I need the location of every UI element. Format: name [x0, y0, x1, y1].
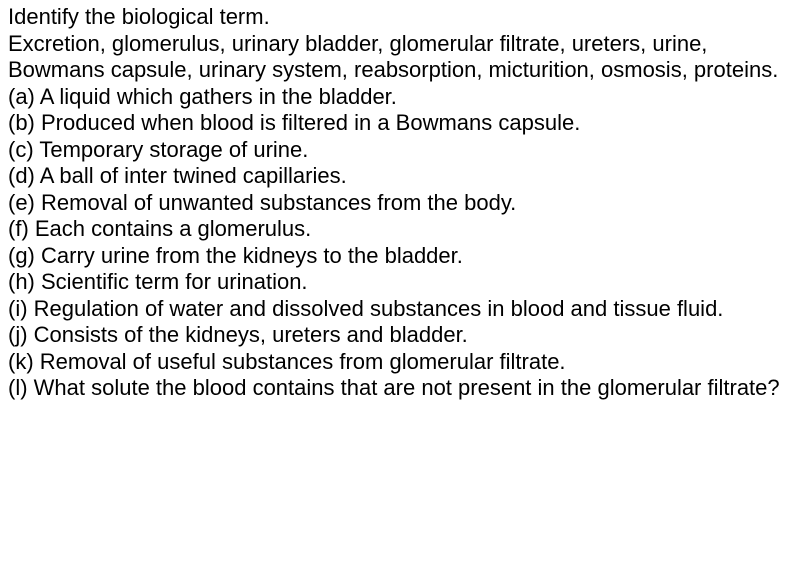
- item-b: (b) Produced when blood is filtered in a Bowmans capsule.: [8, 110, 581, 135]
- item-l: (l) What solute the blood contains that are not present in the glomerular filtrate?: [8, 375, 780, 400]
- item-c: (c) Temporary storage of urine.: [8, 136, 309, 162]
- item-i: (i) Regulation of water and dissolved substances in blood and tissue fluid.: [8, 295, 724, 321]
- item-k: (k) Removal of useful substances from glomerular filtrate.: [8, 348, 566, 374]
- instruction-text: Identify the biological term.: [8, 4, 270, 29]
- item-e: (e) Removal of unwanted substances from the body.: [8, 189, 517, 215]
- item-d: (d) A ball of inter twined capillaries.: [8, 163, 347, 188]
- item-a: (a) A liquid which gathers in the bladder.: [8, 83, 397, 109]
- item-j: (j) Consists of the kidneys, ureters and bladder.: [8, 322, 468, 347]
- item-h: (h) Scientific term for urination.: [8, 269, 308, 294]
- item-g: (g) Carry urine from the kidneys to the bladder.: [8, 242, 463, 268]
- word-bank-text: Excretion, glomerulus, urinary bladder, glomerular filtrate, ureters, urine, Bowmans capsule, urinary system, reabsorption, micturition, osmosis, proteins.: [8, 30, 779, 82]
- item-f: (f) Each contains a glomerulus.: [8, 216, 312, 241]
